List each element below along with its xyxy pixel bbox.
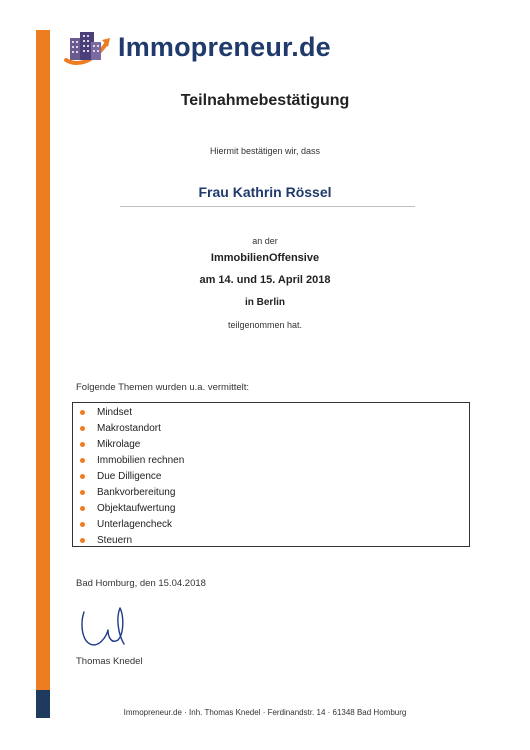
bullet-icon (80, 522, 85, 527)
bullet-icon (80, 538, 85, 543)
bullet-icon (80, 426, 85, 431)
list-item (73, 469, 469, 485)
list-item (73, 405, 469, 421)
list-item (73, 516, 469, 532)
bullet-icon (80, 506, 85, 511)
bullet-icon (80, 490, 85, 495)
name-divider (120, 206, 415, 207)
place-and-date: Bad Homburg, den 15.04.2018 (76, 578, 206, 589)
participant-name: Frau Kathrin Rössel (198, 184, 332, 200)
event-name: ImmobilienOffensive (210, 252, 320, 264)
document-title: Teilnahmebestätigung (180, 92, 350, 109)
topic-label: Objektaufwertung (97, 502, 176, 514)
topic-label: Unterlagencheck (97, 518, 173, 530)
brand-name: Immopreneur.de (118, 31, 331, 62)
intro-text: Hiermit bestätigen wir, dass (209, 146, 321, 156)
topics-list (72, 402, 470, 547)
list-item (73, 453, 469, 469)
company-logo (62, 26, 362, 68)
topic-label: Makrostandort (97, 423, 161, 435)
topic-label: Bankvorbereitung (97, 486, 176, 498)
topic-label: Immobilien rechnen (97, 455, 185, 467)
event-prefix: an der (252, 236, 278, 246)
participation-text: teilgenommen hat. (227, 320, 303, 330)
event-location: in Berlin (244, 297, 285, 308)
topic-label: Due Dilligence (97, 471, 162, 482)
list-item (73, 437, 469, 453)
list-item (73, 532, 469, 548)
bullet-icon (80, 474, 85, 479)
signature-icon (78, 604, 128, 650)
footer-text: Immopreneur.de · Inh. Thomas Knedel · Ferdinandstr. 14 · 61348 Bad Homburg (123, 708, 407, 717)
bullet-icon (80, 442, 85, 447)
topics-intro: Folgende Themen wurden u.a. vermittelt: (76, 382, 250, 393)
list-item (73, 500, 469, 516)
bullet-icon (80, 458, 85, 463)
topic-label: Mindset (97, 407, 133, 419)
signer-name: Thomas Knedel (76, 656, 143, 667)
bullet-icon (80, 410, 85, 415)
event-date: am 14. und 15. April 2018 (199, 274, 331, 286)
side-accent-bar (36, 30, 50, 690)
building-logo-icon (62, 26, 114, 68)
topic-label: Steuern (97, 534, 133, 546)
list-item (73, 421, 469, 437)
list-item (73, 484, 469, 500)
topic-label: Mikrolage (97, 439, 141, 451)
